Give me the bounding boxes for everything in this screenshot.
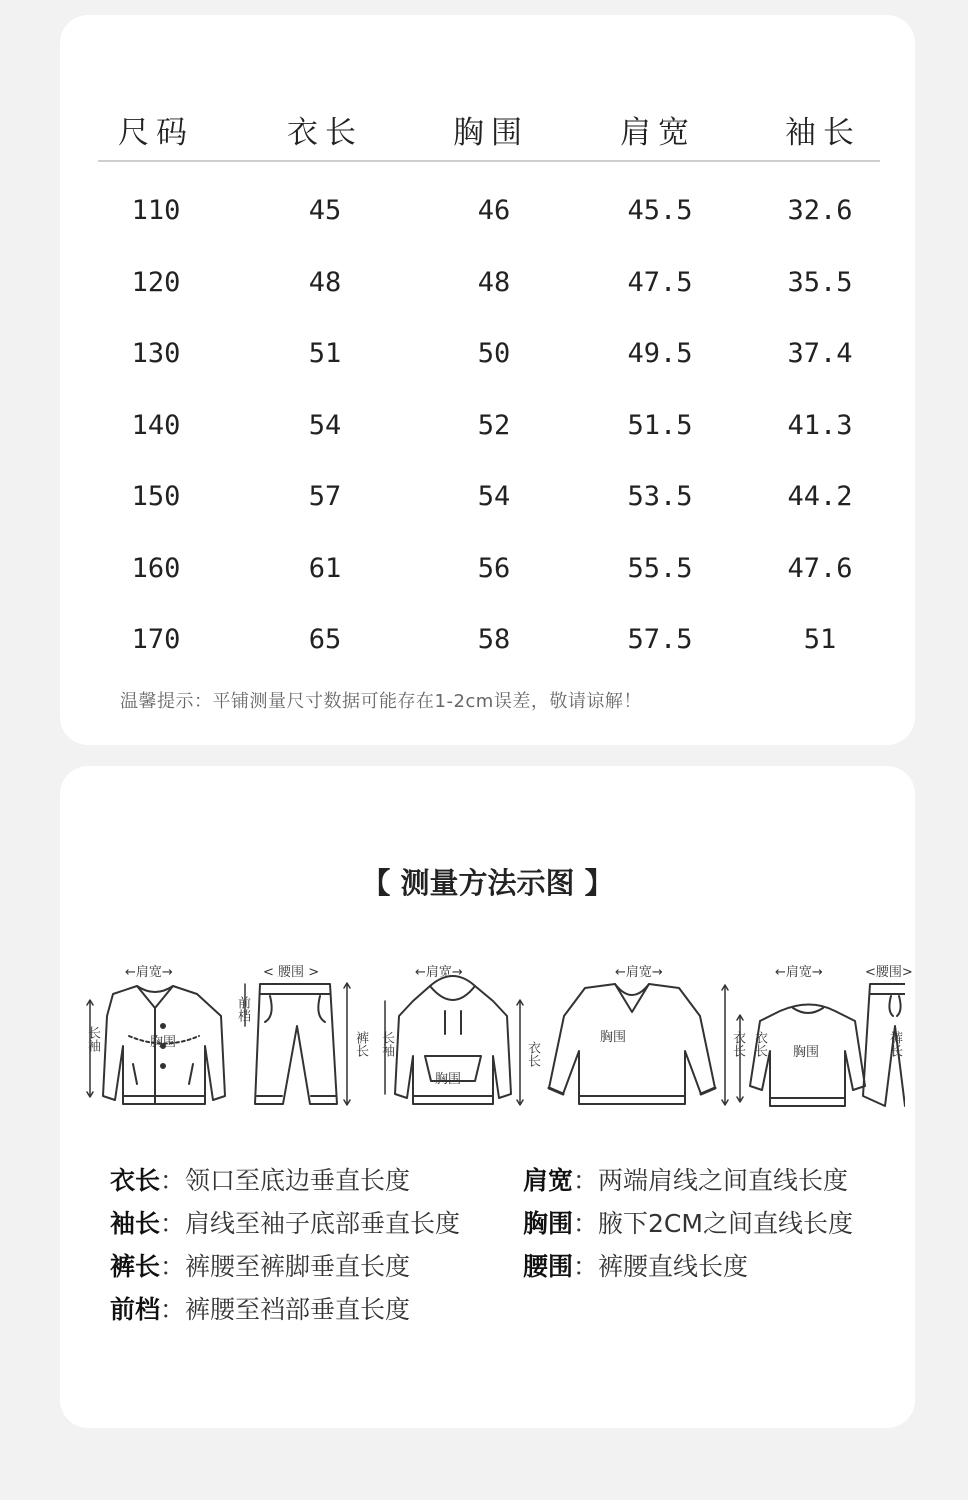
jeans-waist-label: < 腰围 > bbox=[263, 965, 320, 980]
jeans-illustration bbox=[255, 984, 337, 1104]
table-row bbox=[60, 400, 915, 472]
sweater-chest-label: 胸围 bbox=[600, 1030, 627, 1045]
table-cell: 51 bbox=[803, 624, 837, 655]
def-chest: 胸围：腋下2CM之间直线长度 bbox=[523, 1209, 853, 1238]
table-cell: 52 bbox=[477, 409, 511, 441]
jacket-shoulder-label: ←肩宽→ bbox=[125, 965, 173, 980]
jacket-chest-label: 胸围 bbox=[150, 1035, 177, 1050]
table-cell: 54 bbox=[477, 481, 511, 512]
table-cell: 41.3 bbox=[787, 409, 853, 441]
header-shoulder: 肩宽 bbox=[620, 115, 696, 151]
table-cell: 48 bbox=[477, 266, 511, 298]
table-cell: 51 bbox=[308, 338, 342, 369]
table-cell: 32.6 bbox=[787, 195, 853, 226]
table-row bbox=[60, 257, 915, 329]
def-shoulder-width: 肩宽：两端肩线之间直线长度 bbox=[523, 1166, 849, 1195]
table-cell: 46 bbox=[477, 195, 511, 226]
size-table-card bbox=[60, 15, 915, 745]
table-cell: 45.5 bbox=[627, 195, 693, 226]
measurement-note: 温馨提示：平铺测量尺寸数据可能存在1-2cm误差，敬请谅解！ bbox=[120, 691, 642, 712]
table-cell: 53.5 bbox=[627, 481, 693, 512]
sweatshirt-chest-label: 胸围 bbox=[793, 1045, 820, 1060]
table-cell: 140 bbox=[131, 409, 181, 441]
measurement-method-card bbox=[60, 766, 915, 1428]
header-size: 尺码 bbox=[118, 115, 194, 151]
table-row bbox=[60, 614, 915, 686]
header-chest: 胸围 bbox=[453, 115, 529, 151]
table-cell: 56 bbox=[477, 552, 511, 584]
sweater-illustration bbox=[549, 984, 715, 1104]
hoodie-sleeve-label: 长袖 bbox=[379, 1031, 394, 1057]
table-cell: 37.4 bbox=[787, 338, 853, 369]
hoodie-chest-label: 胸围 bbox=[435, 1072, 462, 1087]
table-cell: 61 bbox=[308, 552, 342, 584]
def-waist: 腰围：裤腰直线长度 bbox=[523, 1252, 749, 1281]
table-cell: 54 bbox=[308, 409, 342, 441]
table-cell: 130 bbox=[131, 338, 181, 369]
jeans-front-rise-label: 前档 bbox=[235, 996, 250, 1022]
header-sleeve: 袖长 bbox=[785, 115, 861, 151]
hoodie-arrows bbox=[385, 1000, 523, 1105]
sweatshirt-arrows bbox=[737, 1015, 743, 1102]
table-row bbox=[60, 185, 915, 257]
jeans-length-label: 裤长 bbox=[353, 1031, 368, 1057]
table-cell: 57 bbox=[308, 481, 342, 512]
table-cell: 51.5 bbox=[627, 409, 693, 441]
table-cell: 44.2 bbox=[787, 481, 853, 512]
table-row bbox=[60, 543, 915, 615]
table-body bbox=[60, 185, 915, 686]
measurement-figures bbox=[75, 956, 913, 1126]
table-cell: 35.5 bbox=[787, 266, 853, 298]
hoodie-length-label: 衣长 bbox=[525, 1041, 540, 1067]
table-cell: 110 bbox=[131, 195, 181, 226]
sweatshirt-shoulder-label: ←肩宽→ bbox=[775, 965, 823, 980]
table-cell: 47.5 bbox=[627, 266, 693, 298]
def-front-rise: 前档：裤腰至裆部垂直长度 bbox=[110, 1295, 411, 1324]
table-row bbox=[60, 471, 915, 543]
table-header bbox=[98, 107, 880, 157]
table-cell: 170 bbox=[131, 624, 181, 655]
table-cell: 120 bbox=[131, 266, 181, 298]
def-sleeve-length: 袖长：肩线至袖子底部垂直长度 bbox=[110, 1209, 461, 1238]
hoodie-shoulder-label: ←肩宽→ bbox=[415, 965, 463, 980]
table-cell: 47.6 bbox=[787, 552, 853, 584]
sweater-shoulder-label: ←肩宽→ bbox=[615, 965, 663, 980]
joggers-waist-label: <腰围> bbox=[865, 965, 913, 980]
table-cell: 45 bbox=[308, 195, 342, 226]
header-divider bbox=[98, 160, 880, 162]
table-cell: 55.5 bbox=[627, 552, 693, 584]
table-cell: 48 bbox=[308, 266, 342, 298]
table-cell: 50 bbox=[477, 338, 511, 369]
method-title: 【 测量方法示图 】 bbox=[361, 866, 614, 900]
table-cell: 58 bbox=[477, 624, 511, 655]
table-cell: 57.5 bbox=[627, 624, 693, 655]
garment-illustrations bbox=[75, 956, 905, 1126]
sweatshirt-length-label: 衣长 bbox=[752, 1031, 767, 1057]
table-cell: 65 bbox=[308, 624, 342, 655]
table-cell: 150 bbox=[131, 481, 181, 512]
header-garment-length: 衣长 bbox=[287, 115, 363, 151]
table-cell: 160 bbox=[131, 552, 181, 584]
joggers-length-label: 裤长 bbox=[887, 1031, 902, 1057]
jacket-sleeve-label: 长袖 bbox=[85, 1026, 100, 1052]
def-pants-length: 裤长：裤腰至裤脚垂直长度 bbox=[110, 1252, 411, 1281]
table-row bbox=[60, 328, 915, 400]
def-garment-length: 衣长：领口至底边垂直长度 bbox=[110, 1166, 411, 1195]
table-cell: 49.5 bbox=[627, 338, 693, 369]
sweater-length-label: 衣长 bbox=[730, 1031, 745, 1057]
